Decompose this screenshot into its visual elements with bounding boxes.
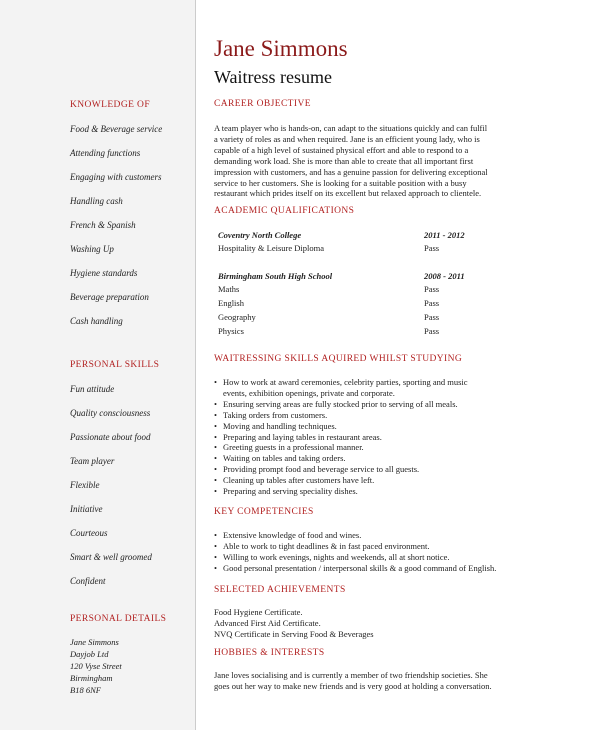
career-line: service to her customers. She is looking for a suitable position with a busy (214, 177, 467, 188)
knowledge-item: French & Spanish (70, 220, 136, 230)
knowledge-item: Handling cash (70, 196, 123, 206)
knowledge-heading: KNOWLEDGE OF (70, 100, 150, 110)
subject-result: Pass (424, 298, 440, 308)
competencies-list (214, 530, 544, 574)
skill-item: Team player (70, 456, 115, 466)
list-item: • Moving and handling techniques. (214, 421, 544, 432)
address-line: Birmingham (70, 673, 113, 683)
skill-item: Confident (70, 576, 106, 586)
achievement-item: Food Hygiene Certificate. (214, 607, 303, 617)
list-item: • Providing prompt food and beverage service to all guests. (214, 464, 544, 475)
address-line: B18 6NF (70, 685, 101, 695)
list-item: • Able to work to tight deadlines & in fast paced environment. (214, 541, 544, 552)
competencies-heading: KEY COMPETENCIES (214, 507, 314, 517)
list-item: • Preparing and laying tables in restaurant areas. (214, 432, 544, 443)
skill-item: Flexible (70, 480, 100, 490)
list-item: • Extensive knowledge of food and wines. (214, 530, 544, 541)
course-result: Pass (424, 243, 440, 253)
knowledge-item: Food & Beverage service (70, 124, 163, 134)
subject-result: Pass (424, 284, 440, 294)
career-paragraph (214, 123, 539, 199)
address-line: 120 Vyse Street (70, 661, 122, 671)
list-item: • Willing to work evenings, nights and weekends, all at short notice. (214, 552, 544, 563)
subject-name: Maths (218, 284, 240, 294)
skill-item: Passionate about food (70, 432, 151, 442)
hobbies-heading: HOBBIES & INTERESTS (214, 648, 325, 658)
waitressing-heading: WAITRESSING SKILLS AQUIRED WHILST STUDYING (214, 354, 463, 364)
knowledge-item: Attending functions (70, 148, 141, 158)
skill-item: Quality consciousness (70, 408, 151, 418)
hobbies-line: Jane loves socialising and is currently a member of two friendship societies. She (214, 670, 488, 680)
knowledge-item: Engaging with customers (70, 172, 162, 182)
skill-item: Courteous (70, 528, 108, 538)
knowledge-item: Beverage preparation (70, 292, 149, 302)
subject-name: English (218, 298, 244, 308)
resume-subtitle: Waitress resume (214, 67, 333, 87)
achievement-item: NVQ Certificate in Serving Food & Beverages (214, 628, 374, 639)
knowledge-item: Cash handling (70, 316, 123, 326)
academic-heading: ACADEMIC QUALIFICATIONS (214, 206, 355, 216)
college-name: Coventry North College (218, 230, 302, 240)
subject-name: Physics (218, 326, 244, 336)
list-item: • Cleaning up tables after customers have left. (214, 475, 544, 486)
career-line: demanding work load. She is more than able to create that all important first (214, 155, 474, 166)
career-line: impression with customers, and has a genuine passion for delivering exceptional (214, 166, 488, 177)
list-item: • Ensuring serving areas are fully stocked prior to serving of all meals. (214, 399, 544, 410)
skill-item: Smart & well groomed (70, 552, 152, 562)
skill-item: Initiative (70, 504, 103, 514)
list-item-text: events, exhibition openings, private and corporate. (223, 387, 395, 398)
list-item: • Taking orders from customers. (214, 410, 544, 421)
college-years: 2011 - 2012 (424, 230, 465, 240)
subject-result: Pass (424, 326, 440, 336)
candidate-name: Jane Simmons (214, 36, 348, 61)
school-name: Birmingham South High School (218, 271, 333, 281)
details-heading: PERSONAL DETAILS (70, 614, 167, 624)
skills-heading: PERSONAL SKILLS (70, 360, 160, 370)
list-item-text: How to work at award ceremonies, celebrity parties, sporting and music (223, 377, 468, 387)
school-years: 2008 - 2011 (424, 271, 465, 281)
hobbies-paragraph (214, 670, 554, 692)
achievements-list (214, 607, 374, 640)
career-line: A team player who is hands-on, can adapt to the situations quickly and can fulfil (214, 123, 488, 133)
list-item: • Waiting on tables and taking orders. (214, 453, 544, 464)
list-item: • Greeting guests in a professional manner. (214, 442, 544, 453)
address-line: Dayjob Ltd (70, 649, 109, 659)
subject-result: Pass (424, 312, 440, 322)
list-item: • Good personal presentation / interpersonal skills & a good command of English. (214, 563, 544, 574)
career-line: a variety of roles as and when required. Jane is an efficient young lady, who is (214, 133, 480, 144)
list-item: • Preparing and serving speciality dishes. (214, 486, 544, 497)
waitressing-list (214, 377, 544, 497)
career-heading: CAREER OBJECTIVE (214, 99, 311, 109)
list-item (214, 377, 544, 399)
subject-name: Geography (218, 312, 256, 322)
career-line: restaurant which prides itself on its excellent but relaxed approach to clientele. (214, 188, 482, 199)
knowledge-item: Washing Up (70, 244, 114, 254)
address-line: Jane Simmons (70, 637, 119, 647)
achievement-item: Advanced First Aid Certificate. (214, 617, 321, 628)
skill-item: Fun attitude (70, 384, 115, 394)
achievements-heading: SELECTED ACHIEVEMENTS (214, 585, 346, 595)
hobbies-line: goes out her way to make new friends and is very good at holding a conversation. (214, 680, 492, 691)
course-name: Hospitality & Leisure Diploma (218, 243, 324, 253)
career-line: capable of a high level of sustained physical effort and able to respond to a (214, 144, 469, 155)
knowledge-item: Hygiene standards (70, 268, 138, 278)
